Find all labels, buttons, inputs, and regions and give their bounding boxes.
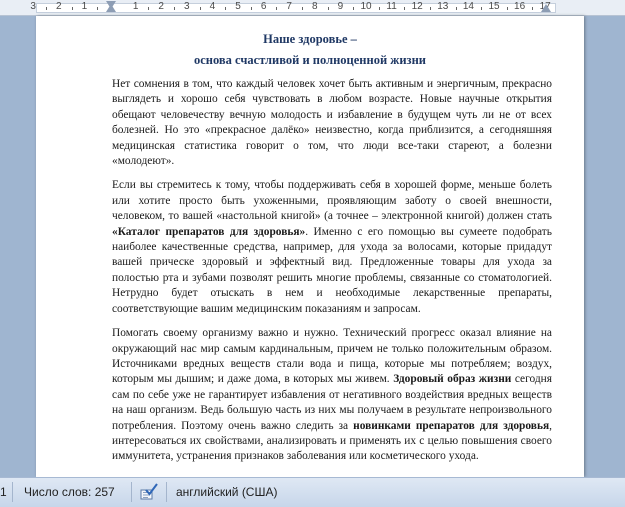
ruler-label: 8 [312, 1, 318, 12]
paragraph-3 [112, 326, 552, 465]
ruler-label: 3 [30, 1, 36, 12]
ruler-tick [174, 7, 175, 10]
new-products-bold-text: новинками препаратов для здоровья [353, 419, 550, 432]
ruler-label: 10 [360, 1, 372, 12]
ruler-label: 1 [132, 1, 139, 12]
paragraph-3-text-b: сегодня сам по себе уже не гарантирует избавления от негативного воздействия вредных веществ на наш организм. Ведь большую часть из них мы получаем в результате непроизвольного потребления. Поэтому очень важно следить за [112, 373, 552, 432]
ruler-label: 11 [386, 1, 397, 12]
paragraph-1-text: Нет сомнения в том, что каждый человек хочет быть активным и энергичным, прекрасно выглядеть и хорошо себя чувствовать в любом возрасте. Новые научные открытия обещают человечеству вечную молодость и избавление в будущем чуть ли не от всех болезней. Но это «прекрасное далёко» неизвестно, когда приблизится, а сегодняшняя медицинская статистика говорит о том, что люди все-таки стареют, а болезни «молодеют». [112, 78, 552, 168]
catalog-bold-text: «Каталог препаратов для здоровья» [112, 225, 306, 238]
paragraph-2 [112, 178, 552, 317]
ruler-tick [430, 7, 431, 10]
ruler-label: 4 [209, 1, 216, 12]
ruler-tick [353, 7, 354, 10]
ruler-tick [46, 7, 47, 10]
left-indent-marker[interactable] [106, 4, 116, 12]
ruler-label: 15 [488, 1, 500, 12]
ruler-tick [379, 7, 380, 10]
ruler-label: 13 [437, 1, 449, 12]
ruler-label: 9 [337, 1, 344, 12]
document-title-line2: основа счастливой и полноценной жизни [193, 53, 426, 67]
ruler-tick [72, 7, 73, 10]
status-separator [131, 482, 132, 502]
ruler-label: 12 [411, 1, 423, 12]
ruler-label: 2 [56, 1, 62, 12]
ruler-label: 5 [235, 1, 241, 12]
status-separator [12, 482, 13, 502]
ruler-tick [404, 7, 405, 10]
ruler-tick [97, 7, 98, 10]
ruler-tick [507, 7, 508, 10]
ruler-tick [200, 7, 201, 10]
ruler-tick [276, 7, 277, 10]
page-number-status[interactable]: 1 [0, 485, 7, 499]
ruler-tick [328, 7, 329, 10]
ruler-tick [251, 7, 252, 10]
paragraph-2-text-b: . Именно с его помощью вы сумеете подобрать наиболее качественные средства, например, для ухода за волосами, которые придадут вашей прическе здоровый и эффектный вид. Предложенные товары для ухода за полостью рта и зубами позволят решить многие проблемы, связанные со стоматологией. Нетрудно будет отыскать в нем и необходимые лекарственные препараты, соответствующие вашим медицинским показаниям и запросам. [112, 225, 552, 315]
paragraph-1 [112, 77, 552, 169]
right-indent-marker[interactable] [541, 4, 551, 12]
paragraph-3-text-a: Помогать своему организму важно и нужно. Технический прогресс оказал влияние на окружающий нас мир самым кардинальным, причем не только положительным образом. Источниками вредных веществ стали вода и пища, которые мы потребляем; воздух, которым мы дышим; и даже дома, в которых мы живем. [112, 327, 552, 386]
status-separator [166, 482, 167, 502]
document-body [112, 77, 552, 474]
ruler-tick [302, 7, 303, 10]
healthy-lifestyle-bold-text: Здоровый образ жизни [393, 373, 512, 386]
ruler-label: 17 [539, 1, 551, 12]
proofing-check-icon[interactable] [139, 482, 159, 502]
ruler-label: 1 [81, 1, 88, 12]
ruler-tick [481, 7, 482, 10]
ruler-label: 6 [260, 1, 267, 12]
ruler-tick [148, 7, 149, 10]
horizontal-ruler[interactable] [0, 0, 625, 16]
ruler-label: 2 [158, 1, 164, 12]
ruler-tick [225, 7, 226, 10]
language-status[interactable]: английский (США) [176, 485, 278, 499]
status-bar [0, 477, 625, 507]
ruler-label: 16 [514, 1, 526, 12]
ruler-label: 14 [462, 1, 474, 12]
document-title-line1: Наше здоровье – [263, 32, 357, 46]
paragraph-3-text-c: , интересоваться их свойствами, анализировать и применять их с целью повышения своего иммунитета, устранения признаков заболевания или косметического ухода. [112, 419, 552, 463]
paragraph-2-text-a: Если вы стремитесь к тому, чтобы поддерживать себя в хорошей форме, меньше болеть или хотите просто быть ухоженными, проявляющим заботу о своей внешности, человеком, то вашей «настольной книгой» (а точнее – электронной книгой) должен стать [112, 179, 552, 223]
word-count-status[interactable]: Число слов: 257 [24, 485, 115, 499]
ruler-tick [456, 7, 457, 10]
ruler-tick [532, 7, 533, 10]
ruler-label: 7 [286, 1, 292, 12]
ruler-label: 3 [184, 1, 190, 12]
document-page[interactable] [36, 16, 584, 477]
